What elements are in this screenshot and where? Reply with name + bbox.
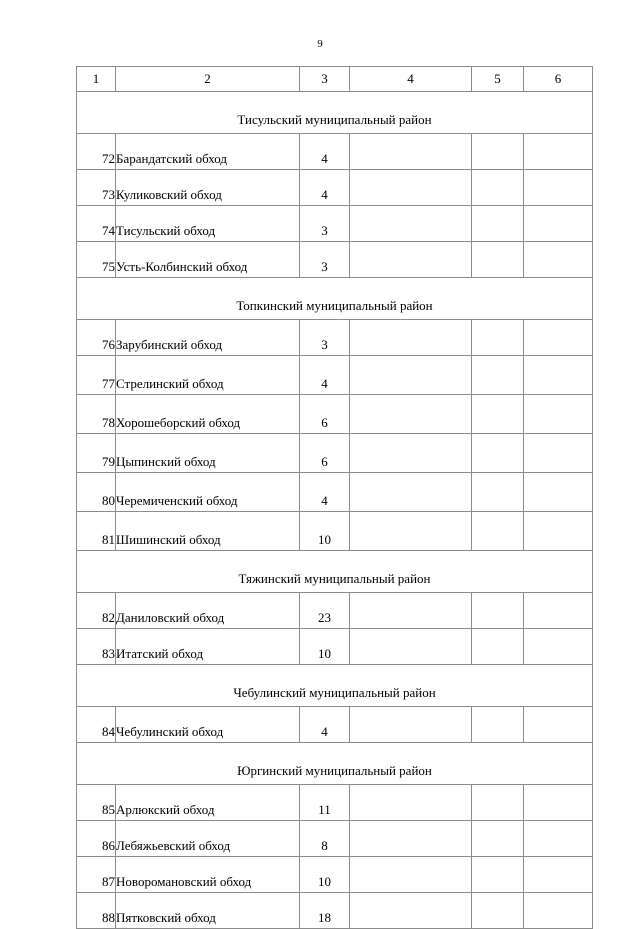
forest-district-name: Итатский обход [116,629,300,665]
row-number: 85 [77,785,116,821]
table-row [77,821,593,857]
forest-district-name: Арлюкский обход [116,785,300,821]
section-title: Тисульский муниципальный район [77,92,593,134]
row-number: 79 [77,434,116,473]
forest-district-name: Барандатский обход [116,134,300,170]
empty-cell [524,434,593,473]
empty-cell [472,821,524,857]
empty-cell [472,356,524,395]
empty-cell [472,857,524,893]
empty-cell [472,134,524,170]
empty-cell [472,434,524,473]
forest-district-name: Зарубинский обход [116,320,300,356]
section-title: Топкинский муниципальный район [77,278,593,320]
row-number: 76 [77,320,116,356]
district-value: 4 [300,134,350,170]
row-number: 87 [77,857,116,893]
district-value: 23 [300,593,350,629]
empty-cell [350,512,472,551]
district-value: 3 [300,242,350,278]
empty-cell [524,242,593,278]
empty-cell [350,170,472,206]
table-row [77,356,593,395]
table-row [77,785,593,821]
table-header-row [77,67,593,92]
forest-district-name: Тисульский обход [116,206,300,242]
empty-cell [472,320,524,356]
row-number: 88 [77,893,116,929]
row-number: 78 [77,395,116,434]
forest-district-name: Усть-Колбинский обход [116,242,300,278]
empty-cell [350,707,472,743]
empty-cell [524,629,593,665]
empty-cell [350,395,472,434]
empty-cell [524,821,593,857]
district-value: 3 [300,320,350,356]
empty-cell [350,473,472,512]
forest-district-name: Даниловский обход [116,593,300,629]
district-value: 6 [300,434,350,473]
table-row [77,242,593,278]
district-value: 4 [300,473,350,512]
row-number: 75 [77,242,116,278]
row-number: 83 [77,629,116,665]
table-row [77,395,593,434]
forest-district-name: Шишинский обход [116,512,300,551]
district-value: 4 [300,356,350,395]
forest-district-name: Лебяжьевский обход [116,821,300,857]
empty-cell [524,395,593,434]
header-cell: 6 [524,67,593,92]
district-value: 6 [300,395,350,434]
empty-cell [472,473,524,512]
empty-cell [350,242,472,278]
district-value: 8 [300,821,350,857]
section-header-row [77,665,593,707]
empty-cell [350,356,472,395]
empty-cell [524,134,593,170]
forest-district-name: Куликовский обход [116,170,300,206]
empty-cell [524,593,593,629]
table-row [77,134,593,170]
forest-district-name: Хорошеборский обход [116,395,300,434]
section-title: Юргинский муниципальный район [77,743,593,785]
section-title: Тяжинский муниципальный район [77,551,593,593]
forest-district-name: Стрелинский обход [116,356,300,395]
table-row [77,857,593,893]
empty-cell [524,512,593,551]
header-cell: 5 [472,67,524,92]
empty-cell [350,821,472,857]
row-number: 80 [77,473,116,512]
forest-district-name: Цыпинский обход [116,434,300,473]
table-row [77,206,593,242]
table-row [77,707,593,743]
header-cell: 3 [300,67,350,92]
forest-district-name: Новоромановский обход [116,857,300,893]
section-header-row [77,551,593,593]
page-number: 9 [317,38,323,50]
empty-cell [350,893,472,929]
empty-cell [472,395,524,434]
empty-cell [350,320,472,356]
empty-cell [472,206,524,242]
empty-cell [350,206,472,242]
empty-cell [524,785,593,821]
section-header-row [77,278,593,320]
table-row [77,629,593,665]
forest-district-name: Чебулинский обход [116,707,300,743]
empty-cell [524,356,593,395]
section-header-row [77,92,593,134]
table-row [77,473,593,512]
empty-cell [350,629,472,665]
row-number: 82 [77,593,116,629]
forest-district-name: Черемиченский обход [116,473,300,512]
empty-cell [524,857,593,893]
row-number: 74 [77,206,116,242]
header-cell: 1 [77,67,116,92]
empty-cell [472,785,524,821]
row-number: 77 [77,356,116,395]
empty-cell [524,320,593,356]
table-row [77,170,593,206]
empty-cell [524,893,593,929]
empty-cell [472,893,524,929]
empty-cell [350,857,472,893]
district-value: 3 [300,206,350,242]
row-number: 73 [77,170,116,206]
district-value: 4 [300,170,350,206]
empty-cell [472,629,524,665]
forest-district-name: Пятковский обход [116,893,300,929]
row-number: 86 [77,821,116,857]
empty-cell [524,206,593,242]
districts-table [76,66,593,929]
empty-cell [472,170,524,206]
empty-cell [524,170,593,206]
table-row [77,893,593,929]
table-row [77,593,593,629]
empty-cell [472,512,524,551]
district-value: 10 [300,857,350,893]
header-cell: 4 [350,67,472,92]
district-value: 4 [300,707,350,743]
empty-cell [350,134,472,170]
district-value: 10 [300,512,350,551]
district-value: 10 [300,629,350,665]
table-row [77,320,593,356]
row-number: 84 [77,707,116,743]
empty-cell [350,785,472,821]
row-number: 72 [77,134,116,170]
section-header-row [77,743,593,785]
table-row [77,512,593,551]
empty-cell [350,434,472,473]
empty-cell [472,593,524,629]
district-value: 18 [300,893,350,929]
empty-cell [524,707,593,743]
district-value: 11 [300,785,350,821]
header-cell: 2 [116,67,300,92]
section-title: Чебулинский муниципальный район [77,665,593,707]
empty-cell [472,707,524,743]
row-number: 81 [77,512,116,551]
empty-cell [524,473,593,512]
empty-cell [350,593,472,629]
table-row [77,434,593,473]
empty-cell [472,242,524,278]
